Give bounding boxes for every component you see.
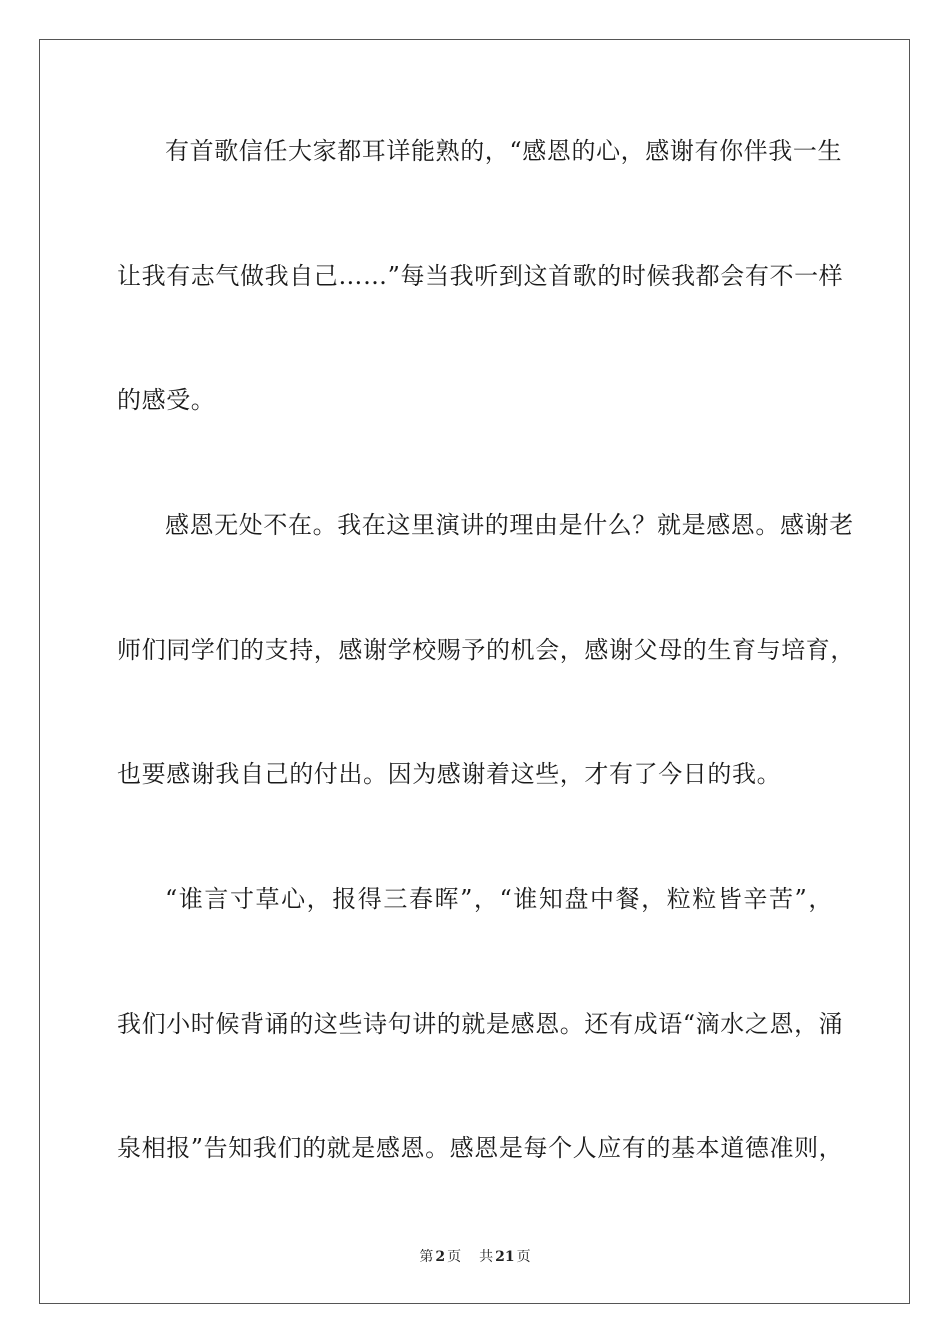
- paragraph-2-line-1: 感恩无处不在。我在这里演讲的理由是什么？就是感恩。感谢老: [165, 511, 854, 539]
- footer-page-prefix: 第: [419, 1249, 434, 1265]
- paragraph-1-line-1: 有首歌信任大家都耳详能熟的，“感恩的心，感谢有你伴我一生: [165, 137, 843, 165]
- footer-total-prefix: 共: [479, 1249, 494, 1265]
- page-footer: [0, 1248, 950, 1266]
- total-page-count: 21: [495, 1249, 515, 1265]
- paragraph-1-line-3: 的感受。: [117, 386, 216, 414]
- paragraph-3-line-2: 我们小时候背诵的这些诗句讲的就是感恩。还有成语“滴水之恩，涌: [117, 1010, 844, 1038]
- footer-page-suffix: 页: [447, 1249, 462, 1265]
- paragraph-1-line-2: 让我有志气做我自己……”每当我听到这首歌的时候我都会有不一样: [117, 262, 844, 290]
- paragraph-2-line-2: 师们同学们的支持，感谢学校赐予的机会，感谢父母的生育与培育，: [117, 636, 855, 664]
- current-page-number: 2: [435, 1249, 446, 1265]
- paragraph-3-line-1: “谁言寸草心，报得三春晖”，“谁知盘中餐，粒粒皆辛苦”，: [165, 885, 833, 913]
- paragraph-3-line-3: 泉相报”告知我们的就是感恩。感恩是每个人应有的基本道德准则，: [117, 1134, 844, 1162]
- page-border: [39, 39, 910, 1304]
- footer-total-suffix: 页: [516, 1249, 531, 1265]
- paragraph-2-line-3: 也要感谢我自己的付出。因为感谢着这些，才有了今日的我。: [117, 760, 782, 788]
